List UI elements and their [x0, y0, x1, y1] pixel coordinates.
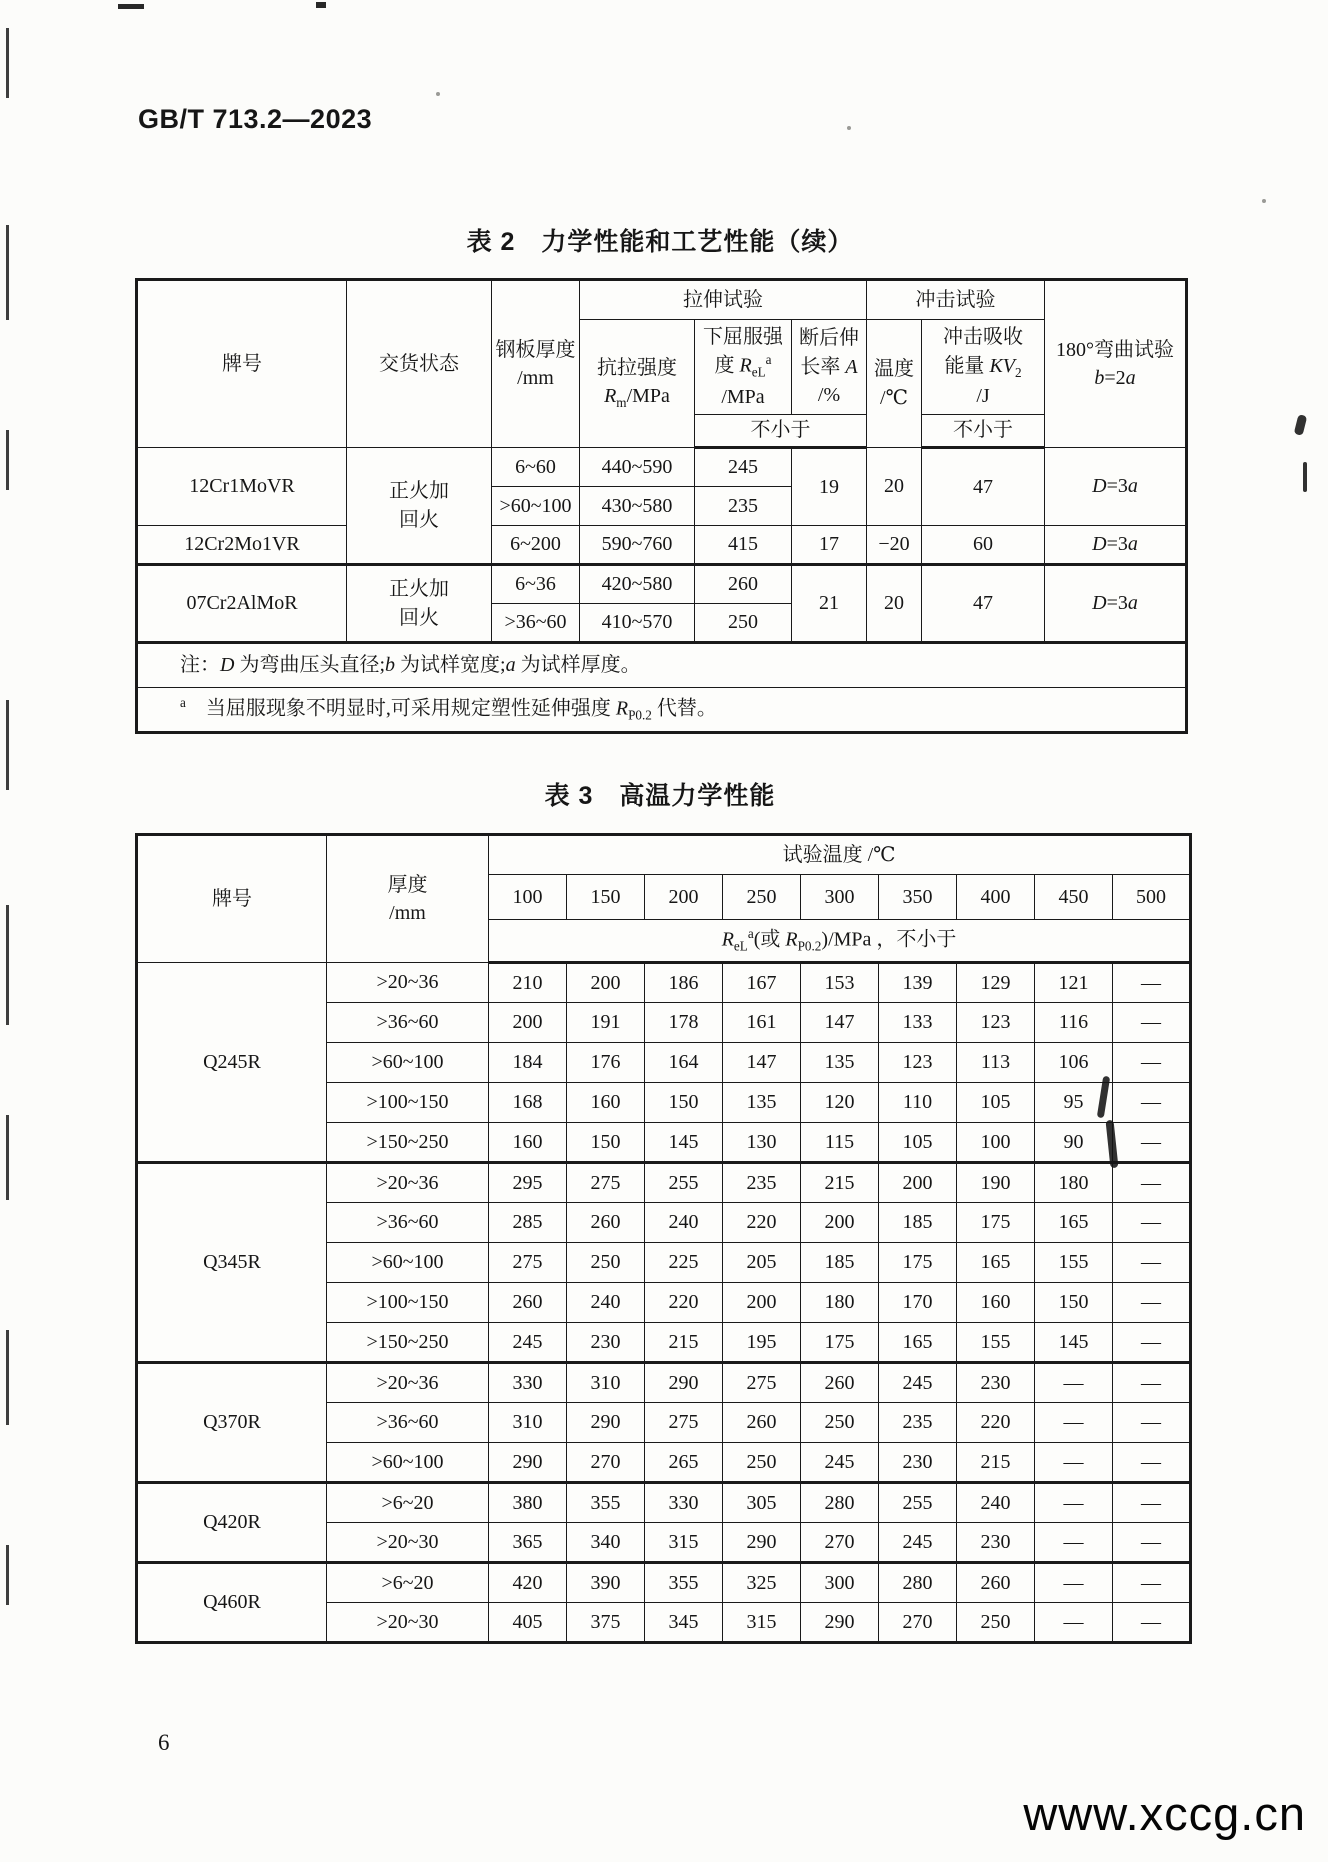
table-cell: 130: [723, 1123, 801, 1163]
table-cell: —: [1035, 1523, 1113, 1563]
table-cell: 断后伸 长率 A /%: [792, 320, 867, 415]
table-cell: —: [1113, 1323, 1191, 1363]
table-note: 注：D 为弯曲压头直径;b 为试样宽度;a 为试样厚度。: [137, 643, 1187, 688]
table-cell: 290: [489, 1443, 567, 1483]
table2-title: 表 2 力学性能和工艺性能（续）: [466, 228, 854, 256]
table-cell: 220: [645, 1283, 723, 1323]
table-cell: 07Cr2AlMoR: [137, 565, 347, 643]
table-cell: 250: [957, 1603, 1035, 1643]
table-cell: 245: [489, 1323, 567, 1363]
table-cell: 330: [489, 1363, 567, 1403]
table-cell: 290: [723, 1523, 801, 1563]
brand-cell: Q245R: [137, 963, 327, 1163]
scan-edge-mark: [6, 1115, 9, 1200]
table-cell: 抗拉强度 $R_m$/MPa: [580, 320, 695, 448]
table-cell: 90: [1035, 1123, 1113, 1163]
table-cell: 19: [792, 448, 867, 526]
table-cell: —: [1113, 1043, 1191, 1083]
table-cell: —: [1113, 1163, 1191, 1203]
table-cell: 185: [801, 1243, 879, 1283]
table-cell: 正火加 回火: [347, 565, 492, 643]
table-cell: 300: [801, 1563, 879, 1603]
table-cell: 191: [567, 1003, 645, 1043]
table-cell: —: [1113, 1363, 1191, 1403]
table-cell: 200: [801, 1203, 879, 1243]
table-cell: 250: [801, 1403, 879, 1443]
table-cell: 184: [489, 1043, 567, 1083]
table-cell: >60~100: [327, 1243, 489, 1283]
table-cell: 186: [645, 963, 723, 1003]
table-cell: 210: [489, 963, 567, 1003]
table-cell: 106: [1035, 1043, 1113, 1083]
table-cell: D=3a: [1045, 448, 1187, 526]
table-cell: 200: [879, 1163, 957, 1203]
table-cell: 260: [567, 1203, 645, 1243]
table-cell: 180°弯曲试验 b=2a: [1045, 280, 1187, 448]
table-cell: 340: [567, 1523, 645, 1563]
table-cell: 150: [645, 1083, 723, 1123]
table-cell: 147: [801, 1003, 879, 1043]
table-cell: 180: [1035, 1163, 1113, 1203]
table-cell: 165: [879, 1323, 957, 1363]
table-cell: 405: [489, 1603, 567, 1643]
table-cell: >20~30: [327, 1603, 489, 1643]
table-cell: 260: [723, 1403, 801, 1443]
table-cell: 240: [567, 1283, 645, 1323]
table-cell: 165: [957, 1243, 1035, 1283]
table-cell: 60: [922, 526, 1045, 565]
table-cell: 310: [567, 1363, 645, 1403]
table-cell: >60~100: [327, 1043, 489, 1083]
table-cell: 牌号: [137, 280, 347, 448]
table-cell: 160: [567, 1083, 645, 1123]
table-cell: 21: [792, 565, 867, 643]
table-cell: 310: [489, 1403, 567, 1443]
table-cell: —: [1113, 963, 1191, 1003]
table-cell: 260: [695, 565, 792, 604]
table-cell: 315: [723, 1603, 801, 1643]
table-cell: 240: [645, 1203, 723, 1243]
scan-edge-mark: [118, 4, 144, 9]
table-cell: 113: [957, 1043, 1035, 1083]
table-cell: 12Cr2Mo1VR: [137, 526, 347, 565]
table-cell: 钢板厚度 /mm: [492, 280, 580, 448]
table-cell: —: [1113, 1603, 1191, 1643]
standard-number: GB/T 713.2—2023: [138, 104, 373, 134]
table-cell: 下屈服强 度 $R_{eL}^a$ /MPa: [695, 320, 792, 415]
table-cell: 200: [489, 1003, 567, 1043]
table-cell: 161: [723, 1003, 801, 1043]
table-cell: 365: [489, 1523, 567, 1563]
table-cell: >150~250: [327, 1123, 489, 1163]
table-cell: —: [1035, 1483, 1113, 1523]
table-cell: 305: [723, 1483, 801, 1523]
table-cell: 拉伸试验: [580, 280, 867, 320]
table-cell: 195: [723, 1323, 801, 1363]
table-cell: >60~100: [327, 1443, 489, 1483]
table-cell: 410~570: [580, 604, 695, 643]
scan-edge-mark: [6, 1330, 9, 1425]
table-cell: 290: [567, 1403, 645, 1443]
table-cell: 430~580: [580, 487, 695, 526]
table-cell: 123: [957, 1003, 1035, 1043]
table-cell: 280: [801, 1483, 879, 1523]
table-cell: —: [1113, 1243, 1191, 1283]
table-cell: 47: [922, 448, 1045, 526]
table-cell: 260: [957, 1563, 1035, 1603]
scan-edge-mark: [6, 28, 9, 98]
table-cell: 330: [645, 1483, 723, 1523]
table-cell: 164: [645, 1043, 723, 1083]
table-cell: 129: [957, 963, 1035, 1003]
table-cell: >36~60: [327, 1403, 489, 1443]
scan-speckle: [847, 126, 851, 130]
table-cell: 190: [957, 1163, 1035, 1203]
table-cell: 交货状态: [347, 280, 492, 448]
table-cell: 176: [567, 1043, 645, 1083]
table-cell: 95: [1035, 1083, 1113, 1123]
brand-cell: Q460R: [137, 1563, 327, 1643]
table-cell: 160: [957, 1283, 1035, 1323]
table-cell: 215: [645, 1323, 723, 1363]
table-cell: 175: [957, 1203, 1035, 1243]
table2-mechanical-properties: [135, 278, 1188, 734]
table-cell: 250: [723, 875, 801, 920]
table-cell: 315: [645, 1523, 723, 1563]
watermark-url: www.xccg.cn: [1023, 1787, 1306, 1840]
table-cell: 275: [723, 1363, 801, 1403]
table-cell: 235: [879, 1403, 957, 1443]
table-cell: —: [1035, 1563, 1113, 1603]
table-cell: 280: [879, 1563, 957, 1603]
table-cell: 380: [489, 1483, 567, 1523]
ink-smudge: [1303, 462, 1307, 492]
table-cell: 260: [801, 1363, 879, 1403]
table-cell: 420: [489, 1563, 567, 1603]
table-cell: 147: [723, 1043, 801, 1083]
table-cell: —: [1035, 1363, 1113, 1403]
table-cell: 110: [879, 1083, 957, 1123]
table-cell: >36~60: [327, 1003, 489, 1043]
table-cell: 250: [723, 1443, 801, 1483]
table-cell: 155: [957, 1323, 1035, 1363]
table3-title: 表 3 高温力学性能: [544, 782, 776, 810]
table-cell: 145: [645, 1123, 723, 1163]
table-cell: >60~100: [492, 487, 580, 526]
scan-edge-mark: [316, 2, 326, 8]
table-cell: 牌号: [137, 835, 327, 963]
table-cell: 155: [1035, 1243, 1113, 1283]
table-cell: 245: [879, 1363, 957, 1403]
table-cell: 冲击吸收 能量 $KV_2$ /J: [922, 320, 1045, 415]
table-cell: 215: [801, 1163, 879, 1203]
table-cell: 255: [879, 1483, 957, 1523]
table-cell: 215: [957, 1443, 1035, 1483]
table-cell: —: [1113, 1523, 1191, 1563]
table-cell: 123: [879, 1043, 957, 1083]
table-cell: 500: [1113, 875, 1191, 920]
table-cell: 150: [567, 1123, 645, 1163]
table-cell: 275: [567, 1163, 645, 1203]
scan-edge-mark: [6, 905, 9, 1025]
table-cell: 345: [645, 1603, 723, 1643]
table-cell: 165: [1035, 1203, 1113, 1243]
table-cell: 260: [489, 1283, 567, 1323]
table-cell: 590~760: [580, 526, 695, 565]
table-cell: 245: [801, 1443, 879, 1483]
table-cell: >6~20: [327, 1563, 489, 1603]
table-cell: 250: [567, 1243, 645, 1283]
brand-cell: Q370R: [137, 1363, 327, 1483]
table-cell: —: [1113, 1123, 1191, 1163]
table-cell: 145: [1035, 1323, 1113, 1363]
table-cell: 175: [879, 1243, 957, 1283]
table-cell: 180: [801, 1283, 879, 1323]
table-cell: 温度 /℃: [867, 320, 922, 448]
table-cell: >36~60: [492, 604, 580, 643]
table-cell: −20: [867, 526, 922, 565]
table-cell: >6~20: [327, 1483, 489, 1523]
table-cell: —: [1113, 1483, 1191, 1523]
table-cell: 185: [879, 1203, 957, 1243]
scan-edge-mark: [6, 225, 9, 320]
table-cell: 200: [567, 963, 645, 1003]
table-cell: 120: [801, 1083, 879, 1123]
table-cell: 133: [879, 1003, 957, 1043]
table-cell: 121: [1035, 963, 1113, 1003]
table-cell: 270: [801, 1523, 879, 1563]
table-cell: 325: [723, 1563, 801, 1603]
table-cell: 175: [801, 1323, 879, 1363]
table-cell: 6~60: [492, 448, 580, 487]
table-cell: 100: [489, 875, 567, 920]
scan-speckle: [1262, 199, 1266, 203]
table-cell: >20~36: [327, 1163, 489, 1203]
table-cell: 20: [867, 565, 922, 643]
table-note: $^a$ 当屈服现象不明显时,可采用规定塑性延伸强度 $R_{P0.2}$ 代替。: [137, 688, 1187, 733]
scan-edge-mark: [6, 430, 9, 490]
table-cell: D=3a: [1045, 565, 1187, 643]
table-cell: 17: [792, 526, 867, 565]
table-cell: 355: [645, 1563, 723, 1603]
table-cell: 200: [645, 875, 723, 920]
table-cell: 225: [645, 1243, 723, 1283]
table-cell: 295: [489, 1163, 567, 1203]
table-cell: —: [1035, 1403, 1113, 1443]
table-cell: 250: [695, 604, 792, 643]
table-cell: >150~250: [327, 1323, 489, 1363]
table-cell: 20: [867, 448, 922, 526]
table-cell: —: [1113, 1403, 1191, 1443]
table-cell: 390: [567, 1563, 645, 1603]
table-cell: 12Cr1MoVR: [137, 448, 347, 526]
table-cell: 265: [645, 1443, 723, 1483]
table-cell: 230: [879, 1443, 957, 1483]
table-cell: 415: [695, 526, 792, 565]
table-cell: 350: [879, 875, 957, 920]
scan-edge-mark: [6, 1545, 9, 1605]
table-cell: 290: [645, 1363, 723, 1403]
table-cell: 试验温度 /℃: [489, 835, 1191, 875]
page-number: 6: [158, 1730, 170, 1755]
table-cell: 375: [567, 1603, 645, 1643]
table-cell: 不小于: [695, 415, 867, 448]
table-cell: 235: [695, 487, 792, 526]
table-cell: 冲击试验: [867, 280, 1045, 320]
table-cell: 240: [957, 1483, 1035, 1523]
table-cell: 167: [723, 963, 801, 1003]
table-cell: 220: [957, 1403, 1035, 1443]
table-cell: 270: [879, 1603, 957, 1643]
scan-edge-mark: [6, 700, 9, 790]
table-cell: 135: [723, 1083, 801, 1123]
table-cell: 6~200: [492, 526, 580, 565]
table-cell: —: [1113, 1443, 1191, 1483]
table-cell: —: [1113, 1083, 1191, 1123]
table-cell: 400: [957, 875, 1035, 920]
table-cell: 205: [723, 1243, 801, 1283]
table-cell: 不小于: [922, 415, 1045, 448]
table-cell: $R_{eL}^a$(或 $R_{P0.2}$)/MPa ，不小于: [489, 920, 1191, 963]
table-cell: 139: [879, 963, 957, 1003]
table-cell: 420~580: [580, 565, 695, 604]
table-cell: 6~36: [492, 565, 580, 604]
table-cell: 168: [489, 1083, 567, 1123]
table-cell: 47: [922, 565, 1045, 643]
ink-smudge: [1294, 414, 1308, 436]
table-cell: —: [1035, 1443, 1113, 1483]
table-cell: 200: [723, 1283, 801, 1323]
table-cell: >36~60: [327, 1203, 489, 1243]
table-cell: 450: [1035, 875, 1113, 920]
table-cell: 厚度 /mm: [327, 835, 489, 963]
table-cell: 100: [957, 1123, 1035, 1163]
table-cell: 355: [567, 1483, 645, 1523]
table-cell: 245: [879, 1523, 957, 1563]
table-cell: 245: [695, 448, 792, 487]
table-cell: 230: [957, 1523, 1035, 1563]
table-cell: 150: [567, 875, 645, 920]
table-cell: 178: [645, 1003, 723, 1043]
table-cell: —: [1113, 1003, 1191, 1043]
table-cell: 300: [801, 875, 879, 920]
brand-cell: Q420R: [137, 1483, 327, 1563]
table-cell: 290: [801, 1603, 879, 1643]
table-cell: >20~36: [327, 1363, 489, 1403]
table-cell: 275: [645, 1403, 723, 1443]
table-cell: D=3a: [1045, 526, 1187, 565]
table-cell: 285: [489, 1203, 567, 1243]
table-cell: >20~36: [327, 963, 489, 1003]
table-cell: —: [1113, 1203, 1191, 1243]
table-cell: 115: [801, 1123, 879, 1163]
table-cell: 105: [957, 1083, 1035, 1123]
table-cell: 105: [879, 1123, 957, 1163]
table-cell: 正火加 回火: [347, 448, 492, 565]
table-cell: 235: [723, 1163, 801, 1203]
table-cell: 230: [957, 1363, 1035, 1403]
table-cell: —: [1113, 1283, 1191, 1323]
table-cell: 116: [1035, 1003, 1113, 1043]
table-cell: 170: [879, 1283, 957, 1323]
table-cell: 135: [801, 1043, 879, 1083]
table-cell: 270: [567, 1443, 645, 1483]
table-cell: —: [1113, 1563, 1191, 1603]
table-cell: >100~150: [327, 1083, 489, 1123]
table-cell: 150: [1035, 1283, 1113, 1323]
table3-high-temp-properties: [135, 833, 1192, 1644]
table-cell: >20~30: [327, 1523, 489, 1563]
table-cell: 220: [723, 1203, 801, 1243]
brand-cell: Q345R: [137, 1163, 327, 1363]
table-cell: —: [1035, 1603, 1113, 1643]
table-cell: 440~590: [580, 448, 695, 487]
table-cell: 160: [489, 1123, 567, 1163]
table-cell: 255: [645, 1163, 723, 1203]
table-cell: 230: [567, 1323, 645, 1363]
table-cell: 275: [489, 1243, 567, 1283]
table-cell: >100~150: [327, 1283, 489, 1323]
scan-speckle: [436, 92, 440, 96]
table-cell: 153: [801, 963, 879, 1003]
